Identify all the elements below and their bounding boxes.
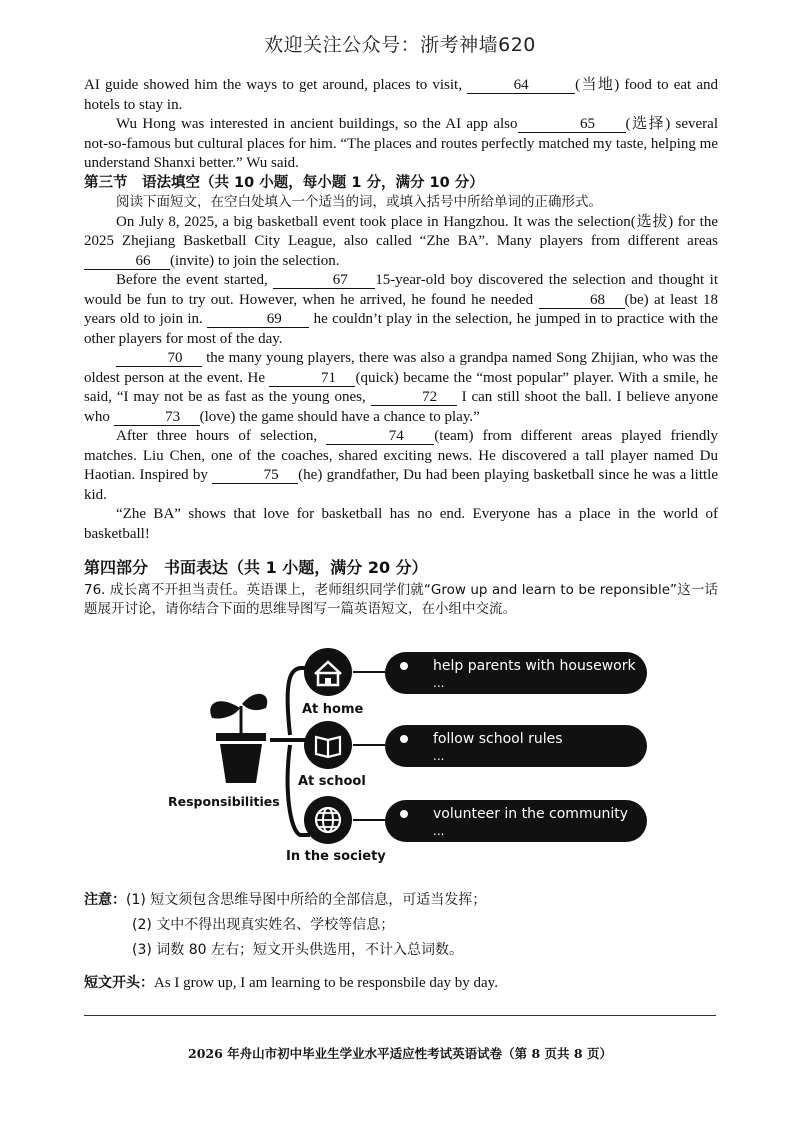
footer-divider	[84, 1015, 716, 1016]
section-title: 第三节 语法填空（共 10 小题，每小题 1 分，满分 10 分）	[84, 174, 484, 191]
writing-prompt: 76. 成长离不开担当责任。英语课上，老师组织同学们就“Grow up and learn to be reponsible”这一话题展开讨论，请你结合下面的思维导图写一篇英语短文，在小组中交流。	[84, 581, 718, 617]
blank-65[interactable]: 65	[518, 116, 626, 133]
branch-text: volunteer in the community	[433, 806, 628, 822]
passage-paragraph: 70 the many young players, there was also a grandpa named Song Zhijian, who was the oldest person at the event. He 71 (quick) became the “most popular” player. With a smile, he said, “I may not be as fast as the young ones, 72 I can still shoot the ball. I believe anyone who 73 (love) the game should have a chance to play.”	[84, 350, 718, 425]
page-header-watermark: 欢迎关注公众号：浙考神墙620	[264, 34, 536, 56]
opening-label: 短文开头：	[84, 975, 154, 991]
passage-paragraph: After three hours of selection, 74 (team) from different areas played friendly matches. Liu Chen, one of the coaches, shared exciting news. He discovered a tall player named Du Haotian. Inspired by 75 (he) grandfather, Du had been playing basketball since he was a little kid.	[84, 428, 719, 503]
branch-text: follow school rules	[433, 731, 563, 747]
branch-ellipsis: ...	[433, 749, 445, 763]
opening-line	[84, 972, 498, 992]
passage-area	[84, 76, 718, 620]
blank-75[interactable]: 75	[212, 467, 298, 484]
blank-69[interactable]: 69	[207, 311, 309, 328]
blank-73[interactable]: 73	[114, 409, 200, 426]
part-title: 第四部分 书面表达（共 1 小题，满分 20 分）	[84, 558, 428, 577]
mindmap-root-label: Responsibilities	[168, 794, 280, 809]
blank-68[interactable]: 68	[539, 292, 625, 309]
passage-paragraph: On July 8, 2025, a big basketball event took place in Hangzhou. It was the selection(选拔) for the 2025 Zhejiang Basketball City League, also called “Zhe BA”. Many players from different areas66 (invite) to join the selection.	[84, 213, 718, 269]
note-line: 注意：(1) 短文须包含思维导图中所给的全部信息，可适当发挥；	[84, 892, 487, 908]
note-line: (2) 文中不得出现真实姓名、学校等信息；	[132, 917, 395, 933]
note-line: (3) 词数 80 左右；短文开头供选用，不计入总词数。	[132, 942, 463, 958]
blank-74[interactable]: 74	[326, 428, 434, 445]
page-footer: 2026 年舟山市初中毕业生学业水平适应性考试英语试卷（第 8 页共 8 页）	[188, 1046, 612, 1061]
blank-71[interactable]: 71	[269, 370, 355, 387]
opening-text: As I grow up, I am learning to be responsbile day by day.	[154, 975, 498, 991]
mind-map	[160, 640, 660, 875]
branch-ellipsis: ...	[433, 676, 445, 690]
branch-label: In the society	[286, 849, 386, 864]
plant-pot-icon	[210, 694, 267, 783]
passage-paragraph: Before the event started, 67 15-year-old boy discovered the selection and thought it would be fun to try out. However, when he arrived, he found he needed 68 (be) at least 18 years old to join in. 69 he couldn’t play in the selection, he jumped in to practice with the other players for most of the day.	[84, 272, 718, 347]
branch-text: help parents with housework	[433, 658, 636, 674]
passage-paragraph: AI guide showed him the ways to get around, places to visit, 64 (当地) food to eat and hotels to stay in.	[84, 77, 719, 113]
blank-72[interactable]: 72	[371, 389, 457, 406]
blank-66[interactable]: 66	[84, 253, 170, 270]
blank-67[interactable]: 67	[273, 272, 375, 289]
section-instruction: 阅读下面短文，在空白处填入一个适当的词，或填入括号中所给单词的正确形式。	[116, 194, 602, 210]
branch-at-home	[302, 648, 647, 717]
blank-70[interactable]: 70	[116, 350, 202, 367]
passage-paragraph: “Zhe BA” shows that love for basketball has no end. Everyone has a place in the world of basketball!	[84, 506, 718, 542]
branch-label: At school	[298, 774, 366, 789]
branch-at-school	[298, 721, 647, 789]
branch-ellipsis: ...	[433, 824, 445, 838]
blank-64[interactable]: 64	[467, 77, 575, 94]
notes-label: 注意：	[84, 892, 126, 908]
branch-label: At home	[302, 702, 364, 717]
notes-block	[84, 888, 724, 963]
passage-paragraph: Wu Hong was interested in ancient buildings, so the AI app also 65 (选择) several not-so-famous but cultural places for him. “The places and routes perfectly matched my taste, helping me understand Shanxi better.” Wu said.	[84, 116, 718, 171]
branch-in-the-society	[286, 796, 647, 864]
